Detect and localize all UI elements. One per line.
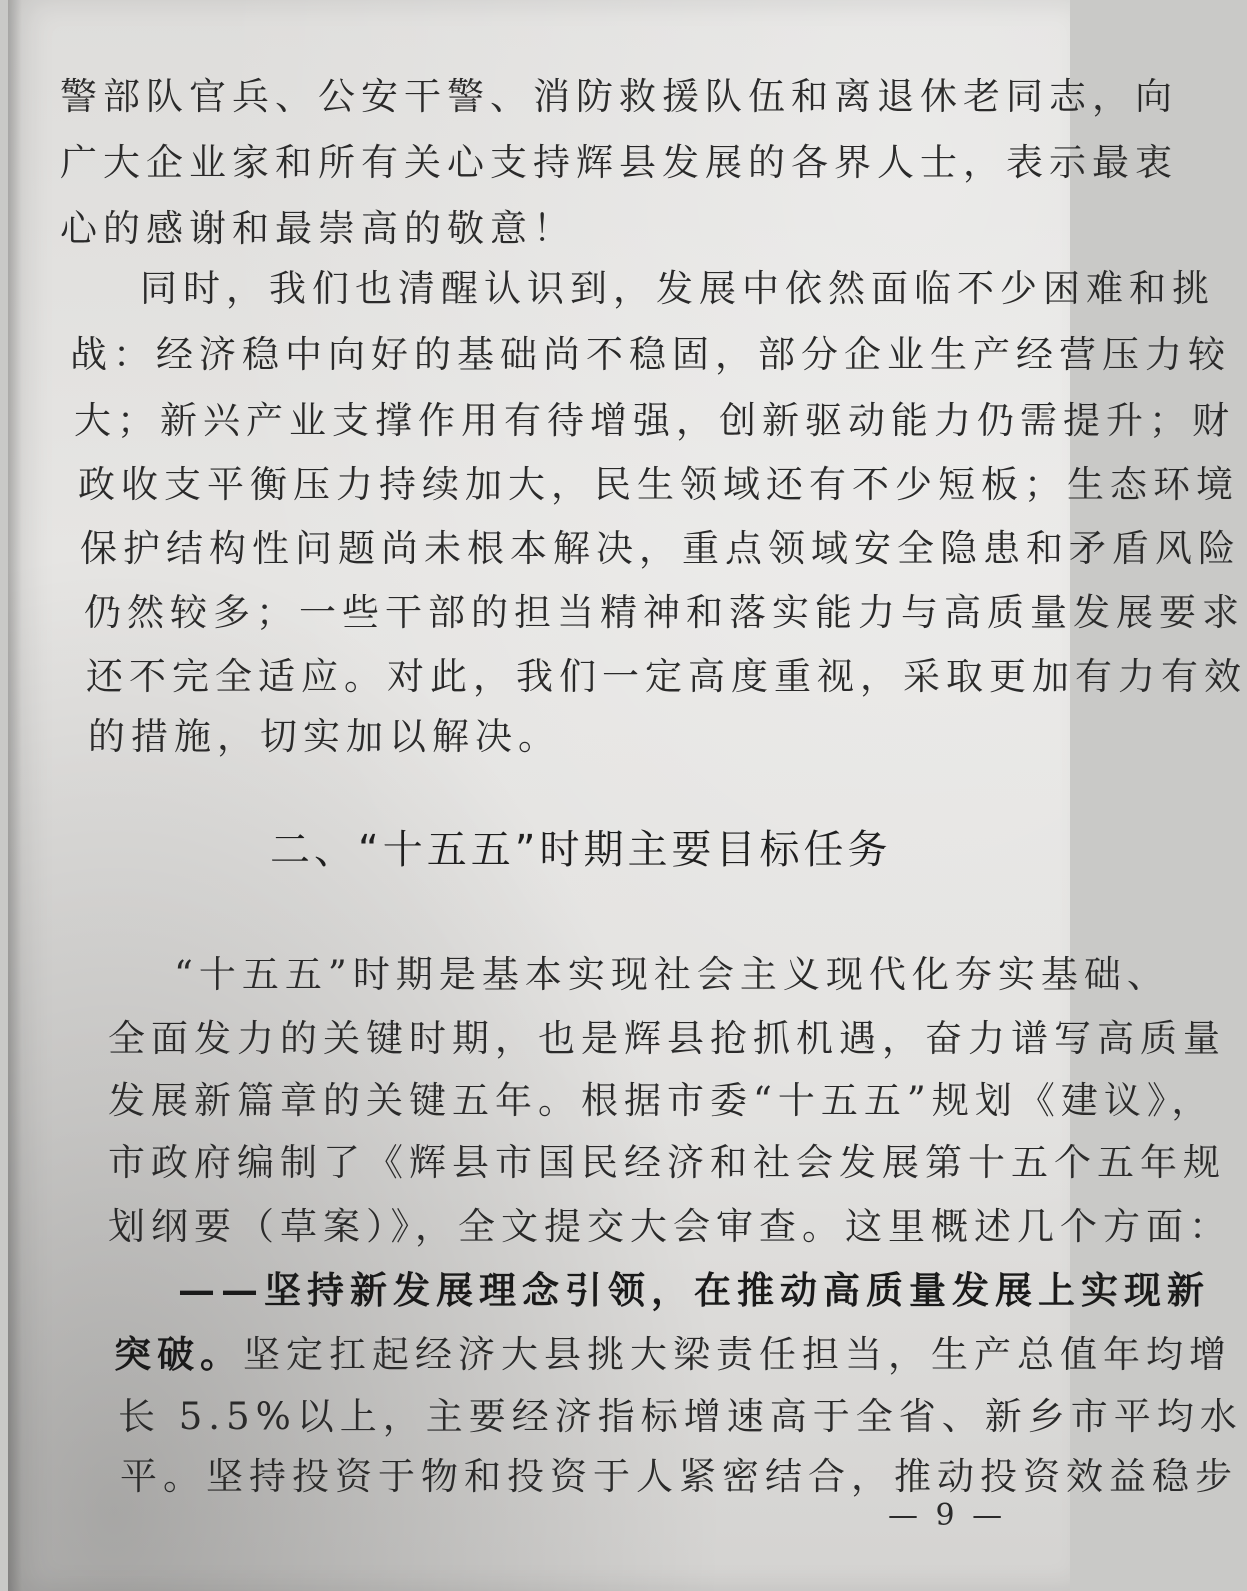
text-line: 的措施，切实加以解决。 bbox=[88, 715, 561, 758]
text-line: 市政府编制了《辉县市国民经济和社会发展第十五个五年规 bbox=[108, 1141, 1226, 1184]
text-line: 政收支平衡压力持续加大，民生领域还有不少短板；生态环境 bbox=[78, 463, 1239, 506]
text-line: 发展新篇章的关键五年。根据市委“十五五”规划《建议》， bbox=[108, 1079, 1215, 1122]
text-line: 仍然较多；一些干部的担当精神和落实能力与高质量发展要求 bbox=[84, 591, 1245, 634]
text-line: 划纲要（草案）》，全文提交大会审查。这里概述几个方面： bbox=[108, 1205, 1232, 1248]
text-line: 大；新兴产业支撑作用有待增强，创新驱动能力仍需提升；财 bbox=[74, 399, 1235, 442]
text-line: 长 5.5%以上，主要经济指标增速高于全省、新乡市平均水 bbox=[118, 1395, 1243, 1438]
text-line: 广大企业家和所有关心支持辉县发展的各界人士，表示最衷 bbox=[60, 141, 1178, 184]
bold-text-line: ——坚持新发展理念引领，在推动高质量发展上实现新 bbox=[178, 1268, 1210, 1312]
text-line: 全面发力的关键时期，也是辉县抢抓机遇，奋力谱写高质量 bbox=[108, 1017, 1226, 1060]
text-line: 平。坚持投资于物和投资于人紧密结合，推动投资效益稳步 bbox=[120, 1455, 1238, 1498]
page-fold-shadow bbox=[8, 0, 22, 1591]
text-line: 战：经济稳中向好的基础尚不稳固，部分企业生产经营压力较 bbox=[70, 333, 1231, 376]
bold-lead-text: 突破。 bbox=[114, 1332, 243, 1376]
section-heading: 二、“十五五”时期主要目标任务 bbox=[270, 827, 892, 873]
text-line: 同时，我们也清醒认识到，发展中依然面临不少困难和挑 bbox=[140, 267, 1215, 310]
text-line: 心的感谢和最崇高的敬意！ bbox=[60, 207, 576, 250]
text-line: “十五五”时期是基本实现社会主义现代化夯实基础、 bbox=[174, 953, 1170, 996]
text-line bbox=[114, 1332, 1232, 1376]
document-page bbox=[8, 0, 1247, 1591]
text-line: 还不完全适应。对此，我们一定高度重视，采取更加有力有效 bbox=[86, 655, 1247, 698]
text-line-rest: 坚定扛起经济大县挑大梁责任担当，生产总值年均增 bbox=[243, 1333, 1232, 1376]
page-number: — 9 — bbox=[888, 1498, 1007, 1533]
text-line: 保护结构性问题尚未根本解决，重点领域安全隐患和矛盾风险 bbox=[80, 527, 1241, 570]
text-line: 警部队官兵、公安干警、消防救援队伍和离退休老同志，向 bbox=[60, 75, 1178, 118]
